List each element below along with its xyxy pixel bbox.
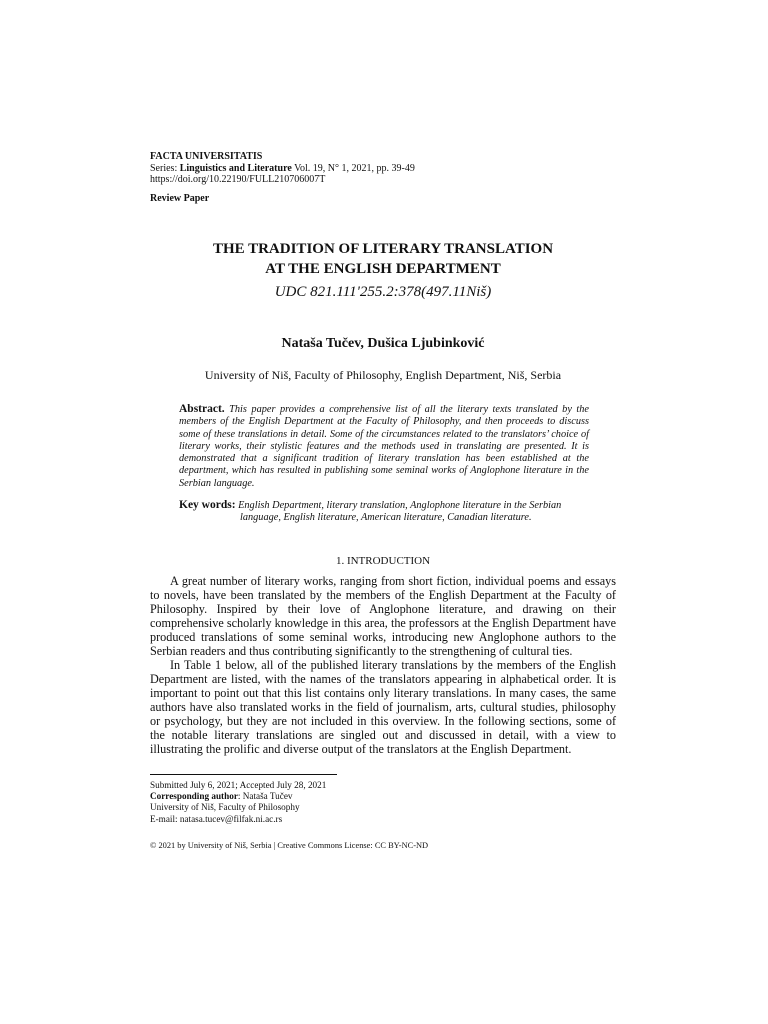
email-line[interactable]: E-mail: natasa.tucev@filfak.ni.ac.rs bbox=[150, 813, 283, 824]
keywords-line-1 bbox=[179, 499, 589, 512]
title-line-2: AT THE ENGLISH DEPARTMENT bbox=[265, 261, 501, 277]
paper-type: Review Paper bbox=[150, 193, 210, 204]
series-name: Linguistics and Literature bbox=[179, 162, 292, 174]
keywords-text-1: English Department, literary translation, Anglophone literature in the Serbian bbox=[235, 500, 562, 511]
copyright-line: © 2021 by University of Niš, Serbia | Creative Commons License: CC BY-NC-ND bbox=[150, 841, 429, 850]
paper-title bbox=[150, 239, 616, 279]
footnote-rule bbox=[150, 774, 337, 775]
title-line-1: THE TRADITION OF LITERARY TRANSLATION bbox=[212, 241, 554, 257]
series-details: Vol. 19, N° 1, 2021, pp. 39-49 bbox=[291, 162, 415, 174]
abstract-label: Abstract. bbox=[179, 403, 225, 415]
journal-name: FACTA UNIVERSITATIS bbox=[150, 151, 263, 162]
keywords bbox=[179, 499, 589, 525]
corresponding-name: : Nataša Tučev bbox=[237, 791, 293, 802]
abstract-text: This paper provides a comprehensive list of all the literary texts translated by the members of the English Department at the Faculty of Philosophy, and then proceeds to discuss some of these translations in detail. Some of the circumstances related to the translators’ choice of literary works, their stylistic features and the methods used in translating are presented. It is demonstrated that a significant tradition of literary translation has been established at the department, which has resulted in publishing some seminal works of Anglophone literature in the Serbian language. bbox=[179, 404, 589, 489]
journal-header bbox=[150, 151, 616, 186]
corresponding-line bbox=[150, 791, 616, 802]
authors: Nataša Tučev, Dušica Ljubinković bbox=[281, 336, 485, 351]
section-title: NTRODUCTION bbox=[350, 555, 431, 567]
keywords-label: Key words: bbox=[179, 499, 236, 511]
corresponding-affiliation: University of Niš, Faculty of Philosophy bbox=[150, 802, 300, 813]
section-heading bbox=[150, 555, 616, 567]
abstract bbox=[179, 403, 589, 490]
affiliation: University of Niš, Faculty of Philosophy, English Department, Niš, Serbia bbox=[204, 368, 562, 382]
keywords-text-2: language, English literature, American literature, Canadian literature. bbox=[240, 512, 532, 524]
corresponding-label: Corresponding author bbox=[150, 791, 238, 802]
submitted-line: Submitted July 6, 2021; Accepted July 28, 2021 bbox=[150, 780, 327, 790]
section-number: 1. I bbox=[335, 555, 351, 567]
paragraph-1: A great number of literary works, ranging from short fiction, individual poems and essays to novels, have been translated by the members of the English Department at the Faculty of Philosophy. Inspired by their love of Anglophone literature, and drawing on their comprehensive scholarly knowledge in this area, the professors at the English Department have produced translations of some seminal works, introducing new Anglophone authors to the Serbian readers and thus contributing significantly to the strengthening of cultural ties. bbox=[150, 574, 616, 658]
series-prefix: Series: bbox=[150, 162, 180, 174]
body-text bbox=[150, 574, 616, 756]
journal-series bbox=[150, 163, 616, 175]
footnote bbox=[150, 780, 616, 825]
udc-code: UDC 821.111'255.2:378(497.11Niš) bbox=[274, 284, 492, 300]
paragraph-2: In Table 1 below, all of the published literary translations by the members of the English Department are listed, with the names of the translators appearing in alphabetical order. It is important to point out that this list contains only literary translations. In many cases, the same authors have also translated works in the field of journalism, arts, cultural studies, philosophy or psychology, but they are not included in this overview. In the following sections, some of the notable literary translations are singled out and discussed in detail, with a view to illustrating the prolific and diverse output of the translators at the English Department. bbox=[150, 658, 616, 756]
doi-link[interactable]: https://doi.org/10.22190/FULL210706007T bbox=[150, 174, 326, 185]
